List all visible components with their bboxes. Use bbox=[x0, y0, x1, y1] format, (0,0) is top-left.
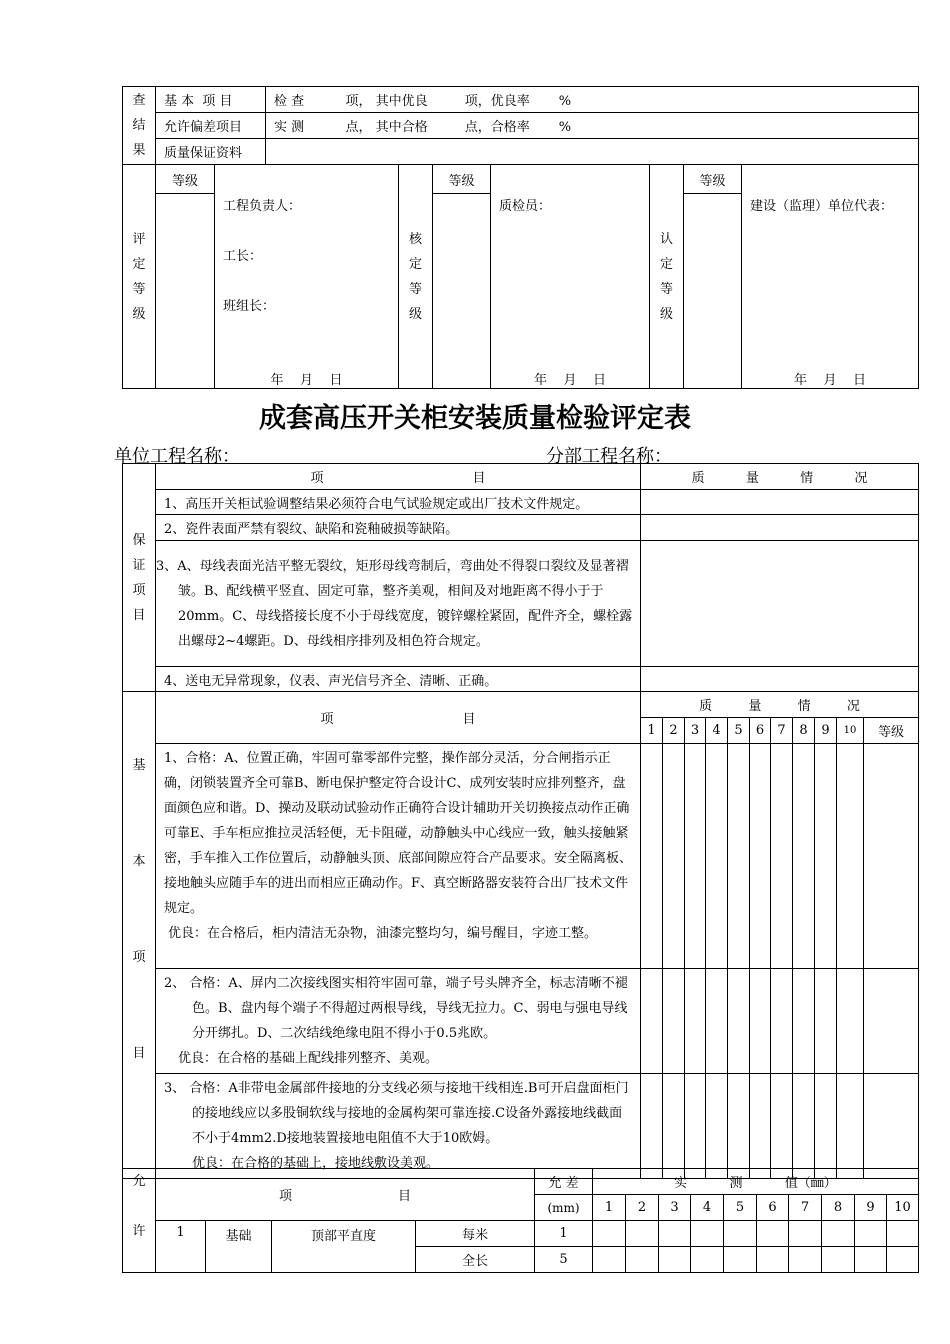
deviation-row-item: 顶部平直度 bbox=[272, 1221, 416, 1273]
guarantee-side-label: 保 证 项 目 bbox=[123, 464, 156, 692]
deviation-items-label: 允许偏差项目 bbox=[156, 113, 266, 139]
measured-col-5: 5 bbox=[724, 1195, 757, 1221]
guarantee-item-3: 3、A、母线表面光洁平整无裂纹，矩形母线弯制后，弯曲处不得裂口裂纹及显著褶皱。B、配线横平竖直、固定可靠，整齐美观，相间及对地距离不得小于于20mm。C、母线搭接长度不小于母线宽度，镀锌螺栓紧固，配件齐全，螺栓露出螺母2~4螺距。D、母线相序排列及相色符合规定。 bbox=[156, 541, 641, 667]
approve-grade-header: 等级 bbox=[684, 165, 742, 194]
measured-col-8: 8 bbox=[822, 1195, 855, 1221]
deviation-row-tol-1: 1 bbox=[535, 1221, 593, 1247]
verify-grade-side: 核 定 等 级 bbox=[399, 165, 433, 389]
deviation-row-no: 1 bbox=[156, 1221, 206, 1273]
approve-signers: 建设（监理）单位代表： 年 月 日 bbox=[742, 165, 919, 389]
guarantee-item-2: 2、瓷件表面严禁有裂纹、缺陷和瓷釉破损等缺陷。 bbox=[156, 515, 641, 541]
sub-project-label: 分部工程名称： bbox=[546, 446, 672, 467]
basic-items-label: 基 本 项 目 bbox=[156, 87, 266, 113]
measured-col-10: 10 bbox=[887, 1195, 919, 1221]
guarantee-quality-header: 质 量 情 况 bbox=[641, 464, 919, 490]
tolerance-unit: (mm) bbox=[535, 1195, 593, 1221]
basic-col-8: 8 bbox=[793, 718, 815, 744]
deviation-side-label: 允 许 bbox=[123, 1169, 156, 1273]
basic-item-1: 1、合格：A、位置正确，牢固可靠零部件完整，操作部分灵活，分合闸指示正确，闭锁装置齐全可靠B、断电保护整定符合设计C、成列安装时应排列整齐，盘面颜色应和谐。D、操动及联动试验动作正确符合设计辅助开关切换接点动作正确可靠E、手车柜应推拉灵活轻便，无卡阻碰，动静触头中心线应一致，触头接触紧密，手车推入工作位置后，动静触头顶、底部间隙应符合产品要求。安全隔离板、接地触头应随手车的进出而相应正确动作。F、真空断路器安装符合出厂技术文件规定。 优良：在合格后，柜内清洁无杂物，油漆完整均匀，编号醒目，字迹工整。 bbox=[156, 744, 641, 969]
evaluate-grade-side: 评 定 等 级 bbox=[123, 165, 156, 389]
basic-col-2: 2 bbox=[663, 718, 685, 744]
basic-col-7: 7 bbox=[771, 718, 793, 744]
evaluation-table bbox=[122, 164, 919, 389]
deviation-item-header: 项 目 bbox=[156, 1169, 535, 1221]
evaluate-grade-value bbox=[156, 194, 215, 389]
basic-quality-header: 质 量 情 况 bbox=[641, 692, 919, 718]
verify-grade-header: 等级 bbox=[433, 165, 491, 194]
deviation-items-content: 实 测 点， 其中合格 点，合格率 % bbox=[266, 113, 919, 139]
guarantee-quality-1 bbox=[641, 490, 919, 515]
basic-col-4: 4 bbox=[706, 718, 728, 744]
approve-grade-side: 认 定 等 级 bbox=[650, 165, 684, 389]
measured-header: 实 测 值（㎜） bbox=[593, 1169, 919, 1195]
basic-items-table bbox=[122, 691, 919, 1179]
basic-col-9: 9 bbox=[815, 718, 837, 744]
basic-col-10: 10 bbox=[837, 718, 864, 744]
basic-col-6: 6 bbox=[750, 718, 771, 744]
measured-col-9: 9 bbox=[855, 1195, 887, 1221]
deviation-row-sub-1: 每米 bbox=[416, 1221, 535, 1247]
basic-col-3: 3 bbox=[685, 718, 706, 744]
measured-col-1: 1 bbox=[593, 1195, 626, 1221]
verify-signers: 质检员： 年 月 日 bbox=[491, 165, 650, 389]
guarantee-quality-3 bbox=[641, 541, 919, 667]
measured-col-3: 3 bbox=[659, 1195, 691, 1221]
basic-col-1: 1 bbox=[641, 718, 663, 744]
measured-col-7: 7 bbox=[789, 1195, 822, 1221]
basic-col-5: 5 bbox=[728, 718, 750, 744]
check-result-table bbox=[122, 86, 919, 165]
quality-docs-label: 质量保证资料 bbox=[156, 139, 266, 165]
basic-item-2: 2、 合格：A、屏内二次接线图实相符牢固可靠，端子号头牌齐全，标志清晰不褪色。B、盘内每个端子不得超过两根导线，导线无拉力。C、弱电与强电导线分开绑扎。D、二次结线绝缘电阻不得小于0.5兆欧。 优良：在合格的基础上配线排列整齐、美观。 bbox=[156, 969, 641, 1074]
verify-grade-value bbox=[433, 194, 491, 389]
tolerance-header: 允 差 bbox=[535, 1169, 593, 1195]
verify-date: 年 月 日 bbox=[533, 373, 607, 388]
measured-col-6: 6 bbox=[757, 1195, 789, 1221]
basic-side-label: 基 本 项 目 bbox=[123, 692, 156, 1179]
quality-docs-content bbox=[266, 139, 919, 165]
measured-col-4: 4 bbox=[691, 1195, 724, 1221]
evaluate-date: 年 月 日 bbox=[270, 373, 343, 388]
deviation-row-sub-2: 全长 bbox=[416, 1247, 535, 1273]
check-result-side-label: 查 结 果 bbox=[123, 87, 156, 165]
approve-date: 年 月 日 bbox=[793, 373, 867, 388]
basic-item-3: 3、 合格：A非带电金属部件接地的分支线必须与接地干线相连.B可开启盘面柜门的接地线应以多股铜软线与接地的金属构架可靠连接.C设备外露接地线截面不小于4mm2.D接地装置接地电阻值不大于10欧姆。 优良：在合格的基础上，接地线敷设美观。 bbox=[156, 1074, 641, 1179]
page-title: 成套高压开关柜安装质量检验评定表 bbox=[259, 403, 691, 434]
guarantee-item-4: 4、送电无异常现象，仪表、声光信号齐全、清晰、正确。 bbox=[156, 667, 641, 692]
guarantee-item-header: 项 目 bbox=[156, 464, 641, 490]
evaluate-signers: 工程负责人： 工长： 班组长： 年 月 日 bbox=[215, 165, 399, 389]
evaluate-grade-header: 等级 bbox=[156, 165, 215, 194]
guarantee-quality-2 bbox=[641, 515, 919, 541]
basic-item-header: 项 目 bbox=[156, 692, 641, 744]
deviation-table bbox=[122, 1168, 919, 1273]
measured-col-2: 2 bbox=[626, 1195, 659, 1221]
guarantee-table bbox=[122, 463, 919, 692]
guarantee-quality-4 bbox=[641, 667, 919, 692]
guarantee-item-1: 1、高压开关柜试验调整结果必须符合电气试验规定或出厂技术文件规定。 bbox=[156, 490, 641, 515]
deviation-row-tol-2: 5 bbox=[535, 1247, 593, 1273]
deviation-row-part: 基础 bbox=[206, 1221, 272, 1273]
basic-col-grade: 等级 bbox=[864, 718, 919, 744]
approve-grade-value bbox=[684, 194, 742, 389]
basic-items-content: 检 查 项， 其中优良 项，优良率 % bbox=[266, 87, 919, 113]
unit-project-label: 单位工程名称： bbox=[114, 446, 240, 467]
